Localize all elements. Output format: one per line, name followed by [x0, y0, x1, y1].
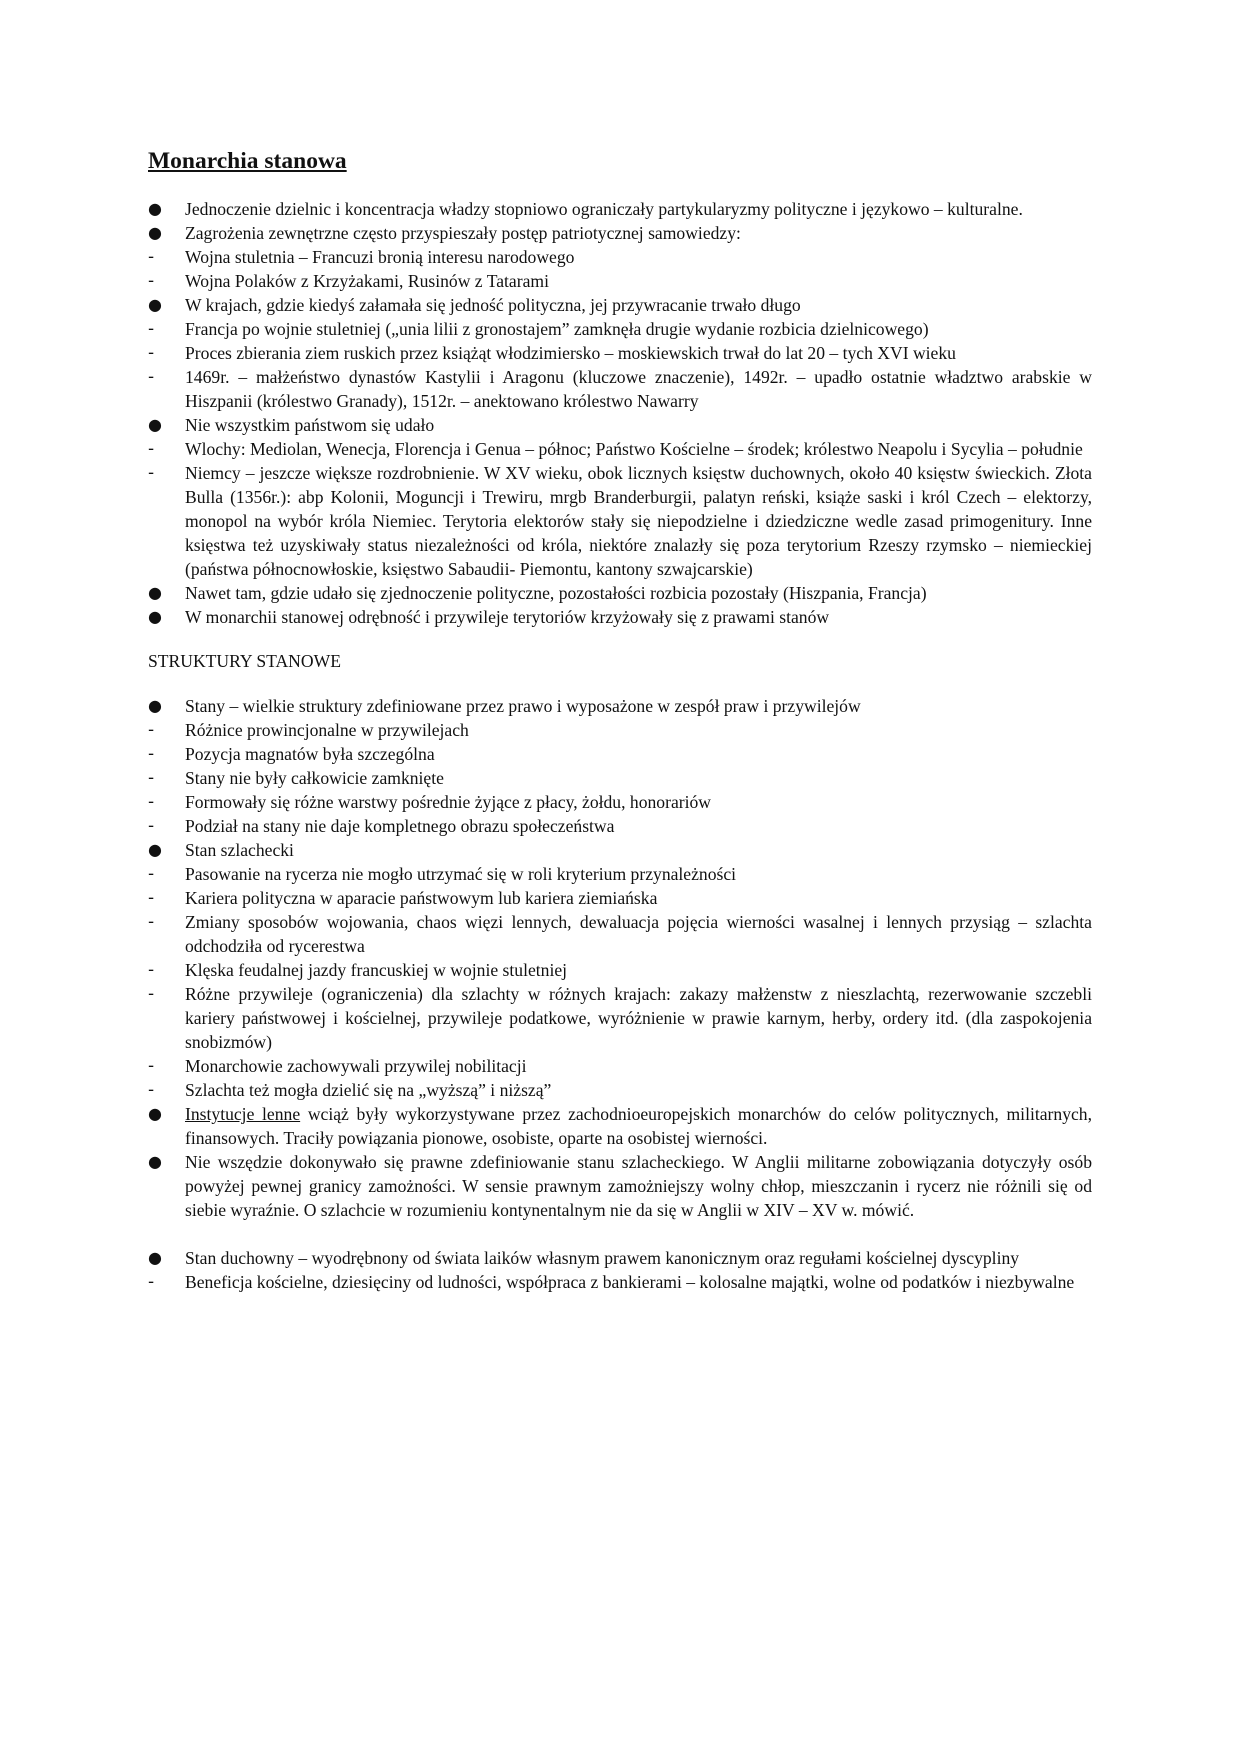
- section-heading: STRUKTURY STANOWE: [148, 651, 341, 671]
- list-item-england: [148, 1150, 1092, 1222]
- bullet-icon: ●: [148, 1248, 162, 1267]
- list-item: [148, 1270, 1092, 1294]
- list-item-text: Formowały się różne warstwy pośrednie żyjące z płacy, żołdu, honorariów: [185, 792, 712, 812]
- bullet-icon: ●: [148, 1104, 162, 1123]
- dash-marker: -: [148, 1056, 155, 1076]
- list-item-text: Beneficja kościelne, dziesięciny od ludności, współpraca z bankierami – kolosalne majątki, wolne od podatków i niezbywalne: [185, 1272, 1075, 1292]
- list-item-text: Zagrożenia zewnętrzne często przyspieszały postęp patriotycznej samowiedzy:: [185, 223, 741, 243]
- dash-marker: -: [148, 271, 155, 291]
- list-item: [148, 245, 1092, 269]
- list-item-text: Podział na stany nie daje kompletnego obrazu społeczeństwa: [185, 816, 615, 836]
- list-item: [148, 293, 1092, 317]
- list-item: [148, 581, 1092, 605]
- blank-line: [148, 1222, 1092, 1246]
- list-item-text: Stan szlachecki: [185, 840, 294, 860]
- england-text: Nie wszędzie dokonywało się prawne zdefiniowanie stanu szlacheckiego. W Anglii militarne zobowiązania dotyczyły osób powyżej pewnej granicy zamożności. W sensie prawnym zamożniejszy wolny chłop, mieszczanin i rycerz nie różnili się od siebie wyraźnie. O szlachcie w rozumieniu kontynentalnym nie da się w Anglii w XIV – XV w. mówić.: [185, 1152, 1092, 1220]
- dash-marker: -: [148, 1080, 155, 1100]
- list-item: [148, 982, 1092, 1054]
- list-item-text: Wlochy: Mediolan, Wenecja, Florencja i Genua – północ; Państwo Kościelne – środek; królestwo Neapolu i Sycylia – południe: [185, 439, 1083, 459]
- list-item-text: Nawet tam, gdzie udało się zjednoczenie polityczne, pozostałości rozbicia pozostały (Hiszpania, Francja): [185, 583, 927, 603]
- list-item: [148, 910, 1092, 958]
- bullet-icon: ●: [148, 840, 162, 859]
- list-item: [148, 1246, 1092, 1270]
- list-item-text: Jednoczenie dzielnic i koncentracja władzy stopniowo ograniczały partykularyzmy polityczne i językowo – kulturalne.: [185, 199, 1023, 219]
- list-item-text: Zmiany sposobów wojowania, chaos więzi lennych, dewaluacja pojęcia wierności wasalnej i lennych przysiąg – szlachta odchodziła od rycerestwa: [185, 912, 1092, 956]
- dash-marker: -: [148, 439, 155, 459]
- list-item: [148, 790, 1092, 814]
- list-item-text: Monarchowie zachowywali przywilej nobilitacji: [185, 1056, 527, 1076]
- dash-marker: -: [148, 816, 155, 836]
- dash-marker: -: [148, 744, 155, 764]
- list-item-lenne: [148, 1102, 1092, 1150]
- list-item: [148, 718, 1092, 742]
- list-item: [148, 862, 1092, 886]
- list-item: [148, 694, 1092, 718]
- lenne-lead-text: Instytucje lenne: [185, 1104, 301, 1124]
- dash-marker: -: [148, 343, 155, 363]
- list-item: [148, 461, 1092, 581]
- list-item-text: Stany – wielkie struktury zdefiniowane przez prawo i wyposażone w zespół praw i przywilejów: [185, 696, 861, 716]
- dash-marker: -: [148, 247, 155, 267]
- list-item: [148, 437, 1092, 461]
- list-item-text: Szlachta też mogła dzielić się na „wyższą” i niższą”: [185, 1080, 552, 1100]
- list-item: [148, 221, 1092, 245]
- list-item: [148, 197, 1092, 221]
- section-1-list: [148, 197, 1092, 629]
- list-item-text: Stan duchowny – wyodrębnony od świata laików własnym prawem kanonicznym oraz regułami kościelnej dyscypliny: [185, 1248, 1020, 1268]
- list-item: [148, 838, 1092, 862]
- bullet-icon: ●: [148, 223, 162, 242]
- list-item-text: Wojna Polaków z Krzyżakami, Rusinów z Tatarami: [185, 271, 549, 291]
- list-item: [148, 814, 1092, 838]
- list-item: [148, 766, 1092, 790]
- list-item-text: Niemcy – jeszcze większe rozdrobnienie. W XV wieku, obok licznych księstw duchownych, około 40 księstw świeckich. Złota Bulla (1356r.): abp Kolonii, Moguncji i Trewiru, mrgb Branderburgii, palatyn reński, książe saski i król Czech – elektorzy, monopol na wybór króla Niemiec. Terytoria elektorów stały się niepodzielne i dziedziczne wedle zasad primogenitury. Inne księstwa też uzyskiwały status niezależności od króla, niektóre znalazły się poza terytorium Rzeszy rzymsko – niemieckiej (państwa północnowłoskie, księstwo Sabaudii- Piemontu, kantony szwajcarskie): [185, 463, 1092, 579]
- dash-marker: -: [148, 1272, 155, 1292]
- list-item-text: Różnice prowincjonalne w przywilejach: [185, 720, 469, 740]
- bullet-icon: ●: [148, 199, 162, 218]
- list-item: [148, 742, 1092, 766]
- list-item: [148, 269, 1092, 293]
- list-item-text: Pasowanie na rycerza nie mogło utrzymać się w roli kryterium przynależności: [185, 864, 737, 884]
- list-item: [148, 413, 1092, 437]
- section-3-list: [148, 1246, 1092, 1294]
- section-2-list: [148, 694, 1092, 1102]
- dash-marker: -: [148, 768, 155, 788]
- dash-marker: -: [148, 864, 155, 884]
- dash-marker: -: [148, 720, 155, 740]
- list-item: [148, 341, 1092, 365]
- dash-marker: -: [148, 912, 155, 932]
- list-item-text: Stany nie były całkowicie zamknięte: [185, 768, 444, 788]
- dash-marker: -: [148, 463, 155, 483]
- dash-marker: -: [148, 367, 155, 387]
- list-item: [148, 605, 1092, 629]
- list-item-text: Wojna stuletnia – Francuzi bronią interesu narodowego: [185, 247, 575, 267]
- page-title: Monarchia stanowa: [148, 148, 347, 174]
- bullet-icon: ●: [148, 696, 162, 715]
- list-item-text: 1469r. – małżeństwo dynastów Kastylii i Aragonu (kluczowe znaczenie), 1492r. – upadło ostatnie władztwo arabskie w Hiszpanii (królestwo Granady), 1512r. – anektowano królestwo Nawarry: [185, 367, 1092, 411]
- bullet-icon: ●: [148, 415, 162, 434]
- list-item-text: Nie wszystkim państwom się udało: [185, 415, 435, 435]
- dash-marker: -: [148, 960, 155, 980]
- list-item-text: Proces zbierania ziem ruskich przez książąt włodzimiersko – moskiewskich trwał do lat 20 – tych XVI wieku: [185, 343, 956, 363]
- bullet-icon: ●: [148, 295, 162, 314]
- list-item-text: Kariera polityczna w aparacie państwowym lub kariera ziemiańska: [185, 888, 658, 908]
- list-item: [148, 317, 1092, 341]
- bullet-icon: ●: [148, 583, 162, 602]
- dash-marker: -: [148, 319, 155, 339]
- list-item-text: Klęska feudalnej jazdy francuskiej w wojnie stuletniej: [185, 960, 568, 980]
- dash-marker: -: [148, 792, 155, 812]
- bullet-icon: ●: [148, 607, 162, 626]
- list-item-text: W krajach, gdzie kiedyś załamała się jedność polityczna, jej przywracanie trwało długo: [185, 295, 801, 315]
- list-item-text: Francja po wojnie stuletniej („unia lilii z gronostajem” zamknęła drugie wydanie rozbicia dzielnicowego): [185, 319, 929, 339]
- dash-marker: -: [148, 984, 155, 1004]
- list-item-text: Różne przywileje (ograniczenia) dla szlachty w różnych krajach: zakazy małżenstw z nieszlachtą, rezerwowanie szczebli kariery państwowej i kościelnej, przywileje podatkowe, wyróżnienie w prawie karnym, herby, ordery itd. (dla zaspokojenia snobizmów): [185, 984, 1092, 1052]
- list-item: [148, 886, 1092, 910]
- list-item-text: Pozycja magnatów była szczególna: [185, 744, 435, 764]
- bullet-icon: ●: [148, 1152, 162, 1171]
- list-item: [148, 958, 1092, 982]
- list-item: [148, 365, 1092, 413]
- list-item: [148, 1078, 1092, 1102]
- dash-marker: -: [148, 888, 155, 908]
- list-item-text: W monarchii stanowej odrębność i przywileje terytoriów krzyżowały się z prawami stanów: [185, 607, 830, 627]
- lenne-rest-text: wciąż były wykorzystywane przez zachodnioeuropejskich monarchów do celów politycznych, militarnych, finansowych. Traciły powiązania pionowe, osobiste, oparte na osobistej wierności.: [185, 1104, 1093, 1148]
- list-item: [148, 1054, 1092, 1078]
- document-page: [148, 146, 1092, 1294]
